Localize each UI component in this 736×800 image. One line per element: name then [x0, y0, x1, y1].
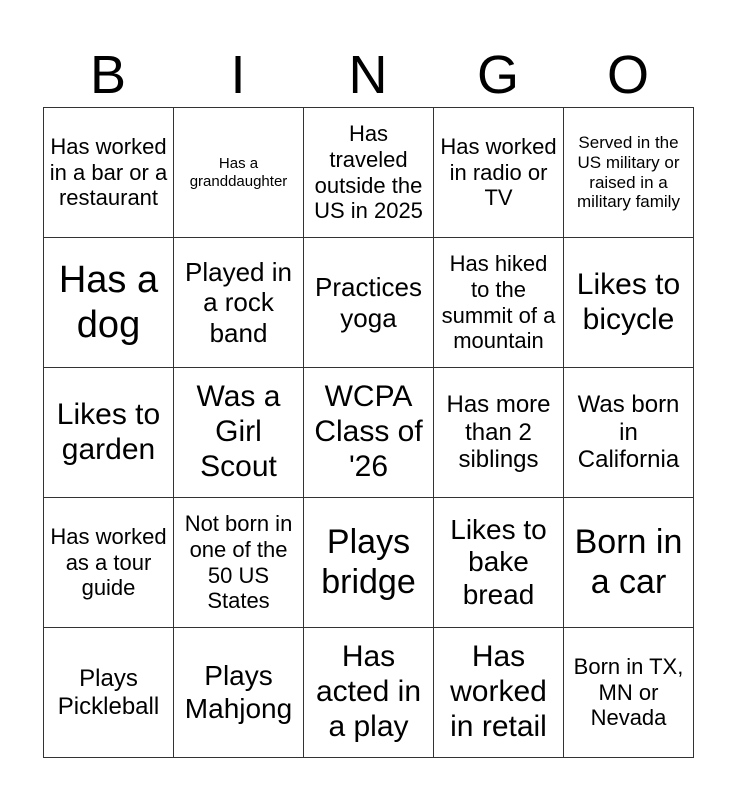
bingo-cell[interactable]: Has acted in a play — [304, 628, 434, 758]
bingo-cell[interactable]: Served in the US military or raised in a military family — [564, 108, 694, 238]
bingo-cell[interactable]: Has hiked to the summit of a mountain — [434, 238, 564, 368]
bingo-cell[interactable]: Likes to garden — [44, 368, 174, 498]
bingo-cell[interactable]: Has a dog — [44, 238, 174, 368]
grid-row-5 — [44, 628, 694, 758]
grid-row-3 — [44, 368, 694, 498]
bingo-cell[interactable]: Was a Girl Scout — [174, 368, 304, 498]
bingo-cell[interactable]: Has a granddaughter — [174, 108, 304, 238]
header-letter-o: O — [606, 45, 649, 105]
header-letter-g: G — [476, 45, 519, 105]
bingo-cell[interactable]: Has traveled outside the US in 2025 — [304, 108, 434, 238]
bingo-cell[interactable]: Plays Mahjong — [174, 628, 304, 758]
bingo-cell[interactable]: Plays bridge — [304, 498, 434, 628]
bingo-cell[interactable]: Played in a rock band — [174, 238, 304, 368]
grid-row-2 — [44, 238, 694, 368]
bingo-cell[interactable]: Was born in California — [564, 368, 694, 498]
bingo-header — [43, 42, 693, 108]
bingo-cell[interactable]: Has worked in retail — [434, 628, 564, 758]
bingo-cell[interactable]: Has more than 2 siblings — [434, 368, 564, 498]
grid-row-1 — [44, 108, 694, 238]
bingo-cell[interactable]: Practices yoga — [304, 238, 434, 368]
bingo-grid — [43, 107, 694, 758]
header-letter-i: I — [230, 45, 246, 105]
grid-row-4 — [44, 498, 694, 628]
bingo-cell[interactable]: Born in TX, MN or Nevada — [564, 628, 694, 758]
bingo-cell[interactable]: Has worked in radio or TV — [434, 108, 564, 238]
bingo-cell[interactable]: Likes to bake bread — [434, 498, 564, 628]
bingo-cell[interactable]: Not born in one of the 50 US States — [174, 498, 304, 628]
bingo-cell[interactable]: Plays Pickleball — [44, 628, 174, 758]
bingo-cell[interactable]: Has worked in a bar or a restaurant — [44, 108, 174, 238]
header-letter-n: N — [348, 45, 388, 105]
header-letter-b: B — [89, 45, 127, 105]
bingo-cell[interactable]: Likes to bicycle — [564, 238, 694, 368]
bingo-cell[interactable]: Has worked as a tour guide — [44, 498, 174, 628]
bingo-cell[interactable]: WCPA Class of '26 — [304, 368, 434, 498]
bingo-cell[interactable]: Born in a car — [564, 498, 694, 628]
